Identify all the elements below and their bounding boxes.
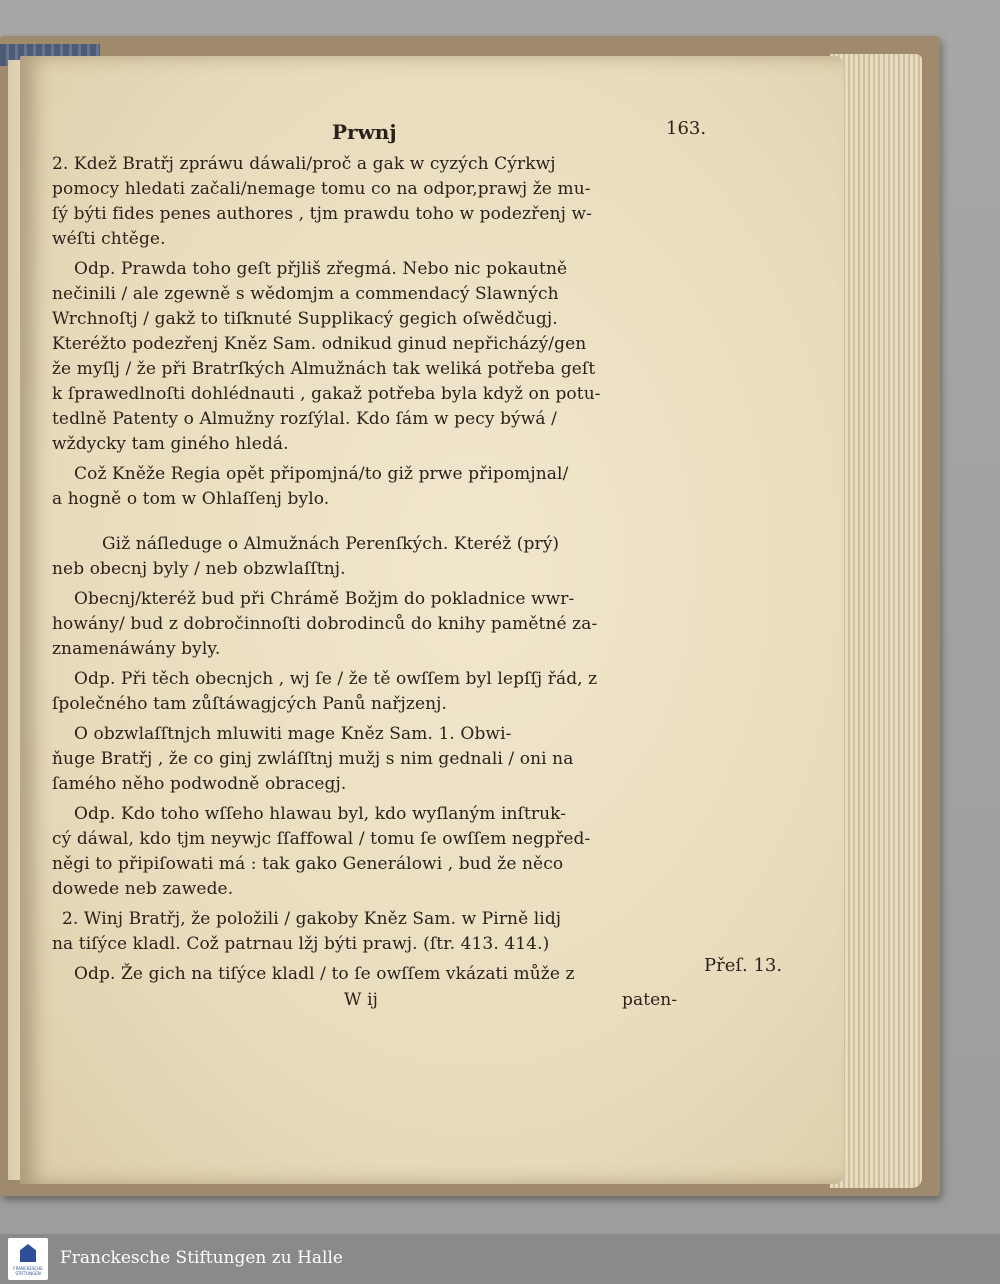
running-head: Prwnj	[332, 120, 397, 144]
signature-mark: W ij	[344, 990, 378, 1010]
text-line: Wrchnoſtj / gakž to tiſknuté Supplikacý gegich oſwědčugj.	[52, 309, 558, 329]
text-line: ſý býti fides penes authores , tjm prawdu toho w podezřenj w-	[52, 204, 592, 224]
text-line: na tiſýce kladl. Což patrnau lžj býti prawj. (ſtr. 413. 414.)	[52, 934, 550, 954]
text-line: howány/ bud z dobročinnoſti dobrodinců do knihy pamětné za-	[52, 614, 598, 634]
text-line: Kteréžto podezřenj Kněz Sam. odnikud ginud nepřicházý/gen	[52, 334, 587, 354]
text-line: znamenáwány byly.	[52, 639, 221, 659]
footer-bar	[0, 1234, 1000, 1284]
text-line: ňuge Bratřj , že co ginj zwláſſtnj mužj s nim gednali / oni na	[52, 749, 574, 769]
text-line: něgi to připiſowati má : tak gako Generálowi , bud že něco	[52, 854, 564, 874]
text-line: a hogně o tom w Ohlaſſenj bylo.	[52, 489, 330, 509]
text-line: ſamého něho podwodně obracegj.	[52, 774, 347, 794]
text-line: Odp. Při těch obecnjch , wj ſe / že tě owſſem byl lepſſj řád, z	[74, 669, 598, 689]
text-line: wždycky tam giného hledá.	[52, 434, 289, 454]
text-line: pomocy hledati začali/nemage tomu co na odpor,prawj že mu-	[52, 179, 591, 199]
text-line: Obecnj/kteréž bud při Chrámě Božjm do pokladnice wwr-	[74, 589, 575, 609]
margin-note: Přeſ. 13.	[704, 955, 783, 976]
page-number: 163.	[666, 118, 707, 139]
text-line: wéſti chtěge.	[52, 229, 166, 249]
text-line: dowede neb zawede.	[52, 879, 234, 899]
text-line: že myſlj / že při Bratrſkých Almužnách tak weliká potřeba geſt	[52, 359, 596, 379]
catchword: paten-	[622, 990, 678, 1010]
institution-logo	[8, 1238, 48, 1280]
text-line: cý dáwal, kdo tjm neywjc ſſaffowal / tomu ſe owſſem negpřed-	[52, 829, 591, 849]
text-line: k ſprawedlnoſti dohlédnauti , gakaž potřeba byla když on potu-	[52, 384, 601, 404]
text-line: Giž náſleduge o Almužnách Perenſkých. Kteréž (prý)	[102, 534, 560, 554]
text-line: O obzwlaſſtnjch mluwiti mage Kněz Sam. 1. Obwi-	[74, 724, 512, 744]
text-line: nečinili / ale zgewně s wědomjm a commendacý Slawných	[52, 284, 559, 304]
text-line: Odp. Prawda toho geſt přjliš zřegmá. Nebo nic pokautně	[74, 259, 568, 279]
text-line: ſpolečného tam zůſtáwagjcých Panů nařjzenj.	[52, 694, 448, 714]
footer-label: Franckesche Stiftungen zu Halle	[60, 1248, 343, 1268]
text-line: Odp. Že gich na tiſýce kladl / to ſe owſſem vkázati může z	[74, 964, 575, 984]
text-line: 2. Kdež Bratřj zpráwu dáwali/proč a gak w cyzých Cýrkwj	[52, 154, 556, 174]
building-icon	[20, 1244, 36, 1262]
text-line: tedlně Patenty o Almužny rozſýlal. Kdo ſám w pecy býwá /	[52, 409, 557, 429]
text-line: neb obecnj byly / neb obzwlaſſtnj.	[52, 559, 346, 579]
text-line: Odp. Kdo toho wſſeho hlawau byl, kdo wyſlaným inſtruk-	[74, 804, 567, 824]
text-line: Což Kněže Regia opět připomjná/to giž prwe připomjnal/	[74, 464, 569, 484]
logo-text: FRANCKESCHE STIFTUNGEN	[13, 1266, 43, 1276]
text-line: 2. Winj Bratřj, že položili / gakoby Kněz Sam. w Pirně lidj	[62, 909, 562, 929]
